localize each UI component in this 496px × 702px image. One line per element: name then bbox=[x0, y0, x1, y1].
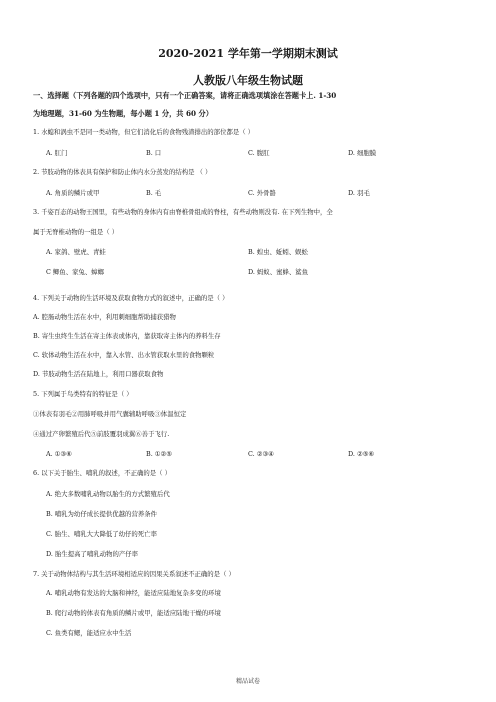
question-6-stem: 6. 以下关于胎生、哺乳的叙述，不正确的是（ ） bbox=[33, 469, 171, 477]
exam-title: 2020-2021 学年第一学期期末测试 bbox=[158, 47, 338, 60]
q6-option-b: B. 哺乳为幼仔成长提供优越的营养条件 bbox=[46, 510, 158, 518]
q4-option-b: B. 寄生虫终生生活在寄主体表或体内，靠获取寄主体内的养料生存 bbox=[33, 332, 221, 340]
q1-option-b: B. 口 bbox=[146, 149, 162, 157]
q5-option-b: B. ①②⑤ bbox=[146, 450, 172, 458]
q7-option-c: C. 鱼类有鳃，能适应水中生活 bbox=[46, 629, 132, 637]
q2-option-b: B. 毛 bbox=[146, 189, 162, 197]
q6-option-d: D. 胎生提高了哺乳动物的产仔率 bbox=[46, 550, 139, 558]
q7-option-a: A. 哺乳动物有发达的大脑和神经，能适应陆地复杂多变的环境 bbox=[46, 589, 221, 597]
q7-option-b: B. 爬行动物的体表有角质的鳞片或甲，能适应陆地干燥的环境 bbox=[46, 609, 221, 617]
question-4-stem: 4. 下列关于动物的生活环境及获取食物方式的叙述中，正确的是（ ） bbox=[33, 294, 229, 302]
q6-option-a: A. 绝大多数哺乳动物以胎生的方式繁殖后代 bbox=[46, 490, 170, 498]
q2-option-a: A. 角质的鳞片或甲 bbox=[46, 189, 100, 197]
q6-option-c: C. 胎生、哺乳大大降低了幼仔的死亡率 bbox=[46, 530, 157, 538]
q3-option-d: D. 蚂蚁、蜜蜂、鲨鱼 bbox=[248, 268, 309, 276]
q2-option-c: C. 外骨骼 bbox=[248, 189, 276, 197]
q4-option-c: C. 软体动物生活在水中，靠入水管、出水管获取水里的食物颗粒 bbox=[33, 351, 215, 359]
q5-option-c: C. ②③④ bbox=[248, 450, 274, 458]
question-5-stem: 5. 下列属于鸟类特有的特征是（ ） bbox=[33, 390, 133, 398]
question-5-items-line-1: ①体表有羽毛②用肺呼吸并用气囊辅助呼吸③体温恒定 bbox=[33, 410, 187, 418]
section-heading-line-1: 一、选择题（下列各题的四个选项中，只有一个正确答案，请将正确选项填涂在答题卡上. 1-30 bbox=[33, 91, 337, 100]
question-2-stem: 2. 节肢动物的体表具有保护和防止体内水分蒸发的结构是 （ ） bbox=[33, 168, 212, 176]
question-1-stem: 1. 水螅和涡虫不是同一类动物，但它们消化后的食物残渣排出的部位都是（ ） bbox=[33, 128, 255, 136]
q3-option-c: C 鲫鱼、家兔、蟑螂 bbox=[46, 268, 105, 276]
page-footer: 精品试卷 bbox=[235, 678, 260, 685]
question-3-stem-line-2: 属于无脊椎动物的一组是（ ） bbox=[33, 228, 119, 236]
q1-option-c: C. 腹肛 bbox=[248, 149, 270, 157]
question-7-stem: 7. 关于动物体结构与其生活环境相适应的因果关系叙述不正确的是（ ） bbox=[33, 570, 235, 578]
q1-option-d: D. 细胞膜 bbox=[348, 149, 377, 157]
q4-option-d: D. 节肢动物生活在陆地上，利用口器获取食物 bbox=[33, 370, 164, 378]
exam-subtitle: 人教版八年级生物试题 bbox=[193, 74, 303, 87]
q3-option-a: A. 家鸽、壁虎、青蛙 bbox=[46, 248, 106, 256]
q4-option-a: A. 腔肠动物生活在水中，利用刺细胞帮助捕获猎物 bbox=[33, 313, 176, 321]
question-5-items-line-2: ④通过产卵繁殖后代⑤前肢覆羽成翼⑥善于飞行. bbox=[33, 430, 170, 438]
q5-option-a: A. ①③⑥ bbox=[46, 450, 72, 458]
q1-option-a: A. 肛门 bbox=[46, 149, 68, 157]
question-3-stem-line-1: 3. 千姿百态的动物王国里，有些动物的身体内有由脊椎骨组成的脊柱，有些动物则没有. 在下列生物中，全 bbox=[33, 208, 333, 216]
q2-option-d: D. 羽毛 bbox=[348, 189, 370, 197]
section-heading-line-2: 为地理题，31-60 为生物题，每小题 1 分，共 60 分） bbox=[33, 109, 213, 118]
q5-option-d: D. ②⑤⑥ bbox=[348, 450, 375, 458]
q3-option-b: B. 蝗虫、蚯蚓、蜈蚣 bbox=[248, 248, 308, 256]
